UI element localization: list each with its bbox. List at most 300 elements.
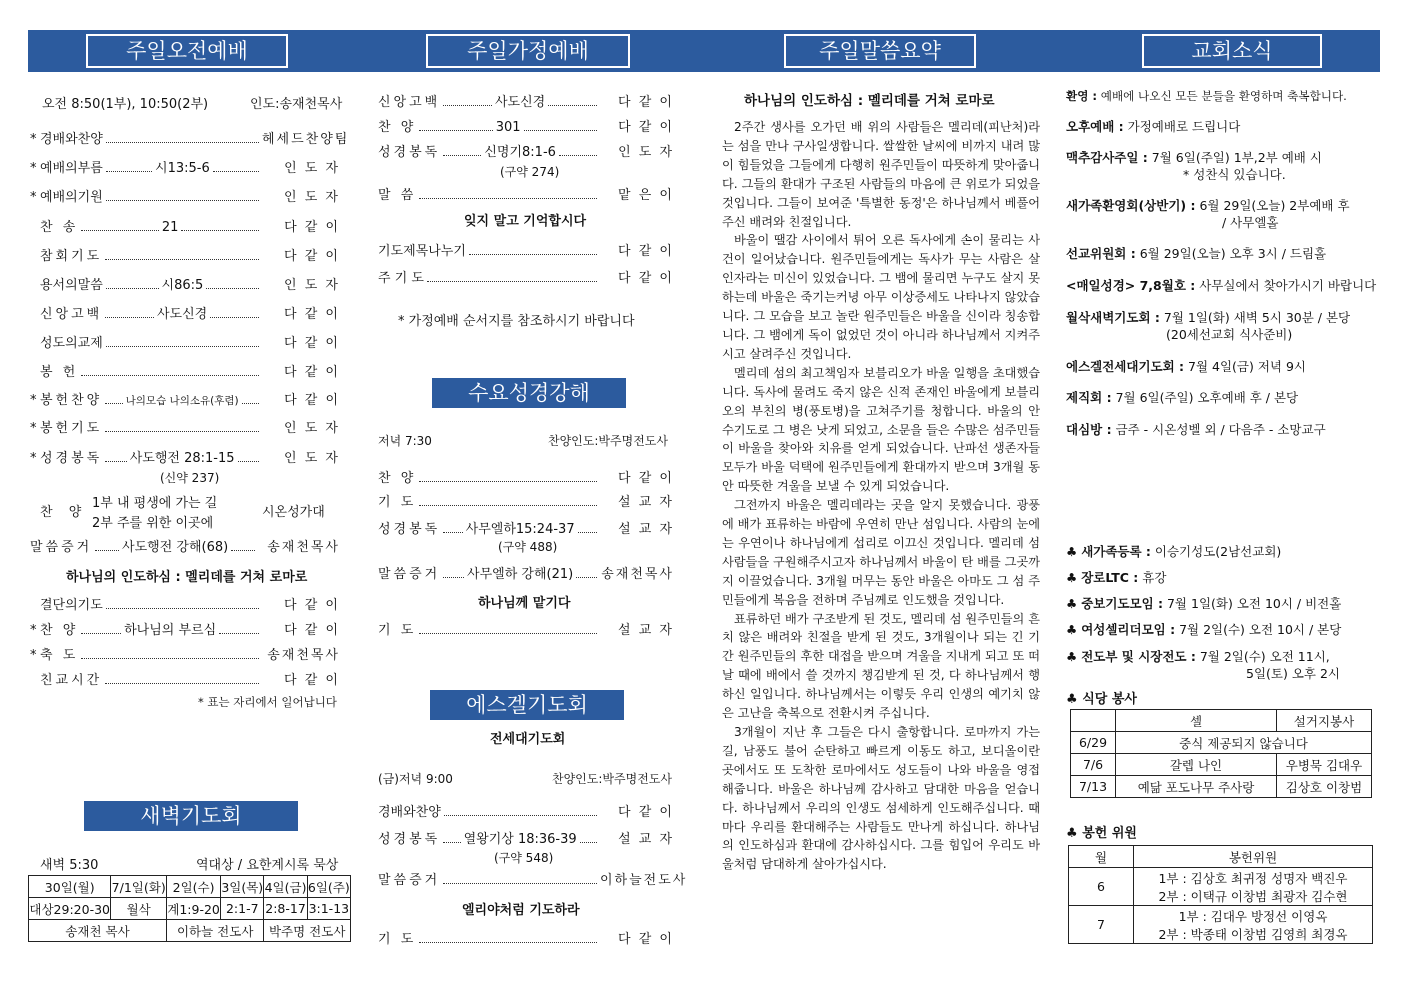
- news-item: [1066, 276, 1376, 294]
- leader-dots: [443, 532, 462, 533]
- morning-time: 오전 8:50(1부), 10:50(2부): [42, 97, 209, 112]
- dawn-passage: 대상29:20-30: [29, 898, 111, 920]
- news-label: 월삭새벽기도회 :: [1066, 310, 1160, 325]
- leader-dots: [206, 288, 259, 289]
- news-text: 금주 - 시온성벨 외 / 다음주 - 소망교구: [1115, 422, 1326, 437]
- meal-cell: 갈렙 나인: [1116, 754, 1277, 776]
- notice-item: [1066, 594, 1341, 612]
- summary-paragraph: 그전까지 바울은 멜리데라는 곳을 알지 못했습니다. 광풍에 배가 표류하는 바람에 우연히 만난 섬입니다. 사람의 눈에는 우연이나 하나님에게 섭리로 이끄신 것입니다. 멜리데 섬 사람들을 구원해주시고자 하나님께서 바울이 탄 배를 그곳까지 이끌었습니다. 3개월 머무는 동안 바울은 아마도 그 섬 주민들에게 복음을 전하며 주님께로 인도했을 것입니다.: [722, 498, 1040, 607]
- order-person: 다 같 이: [618, 120, 675, 135]
- leader-dots: [213, 171, 259, 172]
- dawn-time: 새벽 5:30: [40, 858, 99, 873]
- order-person: 다 같 이: [284, 220, 341, 235]
- notice-text-2: 5일(토) 오후 2시: [1246, 666, 1340, 681]
- order-label: 기 도: [378, 495, 417, 510]
- news-item: [1066, 117, 1240, 135]
- standing-mark: *: [30, 132, 37, 147]
- wednesday-leader: 찬양인도:박주명전도사: [548, 434, 668, 448]
- order-person: 설 교 자: [618, 522, 675, 537]
- order-label: 신앙고백: [378, 95, 441, 110]
- ezekiel-subtitle-2: 엘리야처럼 기도하라: [462, 903, 580, 918]
- news-item: [1066, 357, 1306, 375]
- dawn-passage: 2:1-7: [221, 898, 264, 920]
- meal-cell: 예닮 포도나무 주사랑: [1116, 776, 1277, 798]
- header-church-news: 교회소식: [1142, 34, 1322, 68]
- home-order-row: [378, 240, 674, 259]
- order-label: 성경봉독: [40, 451, 103, 466]
- order-detail: 사도신경: [157, 307, 208, 322]
- order-detail: 사무엘하15:24-37: [465, 522, 575, 537]
- leader-dots: [181, 230, 259, 231]
- offering-title-text: 봉헌 위원: [1082, 826, 1137, 841]
- standing-mark: *: [30, 623, 37, 638]
- order-label: 말씀증거: [30, 540, 93, 555]
- notice-text: 7월 1일(화) 오전 10시 / 비전홀: [1166, 596, 1342, 611]
- meal-service-table: [1070, 709, 1372, 798]
- order-detail: 시13:5-6: [155, 161, 210, 176]
- leader-dots: [106, 346, 259, 347]
- order-person: 다 같 이: [284, 249, 340, 264]
- order-label: 찬 송: [40, 220, 79, 235]
- leader-dots: [559, 155, 597, 156]
- order-person: 송재천목사: [267, 540, 340, 555]
- header-home-worship: 주일가정예배: [426, 34, 630, 68]
- order-person: 다 같 이: [284, 336, 340, 351]
- order-person: 다 같 이: [618, 471, 674, 486]
- order-row: [30, 245, 340, 264]
- leader-dots: [443, 155, 481, 156]
- leader-dots: [444, 815, 597, 816]
- order-label: 결단의기도: [40, 598, 103, 613]
- dawn-day: 3일(목): [221, 876, 264, 898]
- order-person: 송재천목사: [601, 567, 674, 582]
- meal-service-title: [1066, 688, 1137, 707]
- order-label: 예배의부름: [40, 161, 103, 176]
- news-label: 선교위원회 :: [1066, 246, 1136, 261]
- notice-item: [1066, 647, 1330, 665]
- news-text: 7월 1일(화) 새벽 5시 30분 / 본당: [1163, 310, 1351, 325]
- order-detail: 시86:5: [161, 278, 204, 293]
- offering-line: 1부 : 김상호 최귀정 성명자 백진우: [1158, 870, 1348, 886]
- order-label: 기도제목나누기: [378, 244, 466, 259]
- home-order-row: [378, 267, 674, 286]
- notice-label: 새가족등록 :: [1081, 544, 1151, 559]
- leader-dots: [105, 683, 259, 684]
- leader-dots: [95, 550, 119, 551]
- clover-icon: ♣: [1066, 622, 1082, 637]
- standing-mark: *: [30, 161, 37, 176]
- clover-icon: ♣: [1066, 649, 1082, 664]
- order-person: 다 같 이: [284, 393, 341, 408]
- ezekiel-subtitle: 전세대기도회: [490, 732, 566, 747]
- summary-paragraph: 3개월이 지난 후 그들은 다시 출항합니다. 로마까지 가는 길, 남풍도 불어 순탄하고 빠르게 이동도 하고, 보디올이란 곳에서도 또 도착한 로마에서도 성도들이 나와 바울을 영접해줍니다. 바울은 하나님께 감사하고 담대한 마음을 얻습니다. 하나님께서 우리의 인생도 섬세하게 인도해주십니다. 때마다 우리를 환대해주는 사람들도 만나게 하십니다. 하나님의 인도하심과 환대에 감사하십시다. 그를 힘입어 우리도 바울처럼 담대하게 살아가십시다.: [722, 725, 1040, 872]
- standing-mark: *: [30, 451, 37, 466]
- notice-item: [1066, 568, 1166, 586]
- home-order-row: [378, 91, 674, 110]
- leader-dots: [219, 633, 259, 634]
- blank-cell: [1071, 710, 1116, 732]
- home-order-row: [378, 184, 674, 203]
- notice-label: 중보기도모임 :: [1081, 596, 1163, 611]
- order-label: 신앙고백: [40, 307, 103, 322]
- home-order-row: [378, 141, 674, 160]
- wednesday-sermon-row: [378, 563, 674, 582]
- leader-dots: [231, 550, 255, 551]
- order-label: 경배와찬양: [40, 132, 103, 147]
- standing-mark: *: [30, 648, 37, 663]
- meal-header: 셀: [1116, 710, 1277, 732]
- offering-members: [1134, 906, 1373, 944]
- order-label: 성경봉독: [378, 832, 441, 847]
- news-text: 7월 6일(주일) 1부,2부 예배 시: [1151, 150, 1322, 165]
- meal-date: 7/13: [1071, 776, 1116, 798]
- order-label: 축 도: [40, 648, 79, 663]
- order-row: [30, 417, 340, 436]
- news-label: 환영 :: [1066, 89, 1098, 103]
- wednesday-subtitle: 하나님께 맡기다: [478, 596, 571, 611]
- order-detail: 사무엘하 강해(21): [467, 567, 574, 582]
- order-person: 인 도 자: [284, 278, 340, 293]
- dawn-passage: 월삭: [111, 898, 167, 920]
- leader-dots: [443, 105, 492, 106]
- leader-dots: [548, 105, 597, 106]
- news-item: [1066, 148, 1322, 166]
- sermon-row: [30, 536, 340, 555]
- leader-dots: [443, 842, 460, 843]
- summary-body: [722, 118, 1040, 874]
- summary-paragraph: 표류하던 배가 구조받게 된 것도, 멜리데 섬 원주민들의 흔치 않은 배려와 친절을 받게 된 것도, 3개월이나 되는 긴 기간 원주민들의 후한 대접을 받으며 겨울을 지내게 되고 또 떠날 때에 배에서 쓸 것까지 챙김받게 된 것, 다 하나님께서 행하신 일입니다. 하나님께서는 이렇듯 우리 인생의 예기치 않은 고난을 축복으로 전환시켜 주십니다.: [722, 611, 1040, 721]
- offering-header: 봉헌위원: [1134, 846, 1373, 868]
- order-label: 성경봉독: [378, 145, 441, 160]
- clover-icon: ♣: [1066, 544, 1082, 559]
- order-row: [30, 669, 340, 688]
- leader-dots: [469, 254, 597, 255]
- dawn-leader: 이하늘 전도사: [166, 920, 263, 942]
- leader-dots: [238, 461, 259, 462]
- news-item: [1066, 308, 1350, 326]
- wednesday-order-row: [378, 619, 674, 638]
- notice-text: 7월 2일(수) 오전 11시,: [1199, 649, 1330, 664]
- news-text: 가정예배로 드립니다: [1127, 119, 1241, 134]
- notice-label: 전도부 및 시장전도 :: [1081, 649, 1196, 664]
- wednesday-order-row: [378, 491, 674, 510]
- leader-dots: [443, 883, 597, 884]
- news-label: 대심방 :: [1066, 422, 1112, 437]
- offering-header: 월: [1069, 846, 1134, 868]
- order-row: [30, 332, 340, 351]
- standing-mark: *: [30, 190, 37, 205]
- standing-mark: *: [30, 421, 37, 436]
- order-person: 다 같 이: [284, 598, 340, 613]
- order-label: 친교시간: [40, 673, 103, 688]
- news-label: 새가족환영회(상반기) :: [1066, 198, 1196, 213]
- order-row: [30, 216, 340, 235]
- order-label: 기 도: [378, 932, 417, 947]
- dawn-leader: 송재천 목사: [29, 920, 167, 942]
- order-row: [30, 186, 340, 205]
- order-detail: 나의모습 나의소유(후렴): [125, 395, 239, 407]
- order-label: 찬 양: [40, 623, 79, 638]
- order-person: 다 같 이: [618, 271, 674, 286]
- leader-dots: [106, 200, 259, 201]
- order-label: 찬 양: [378, 471, 417, 486]
- order-label: 봉헌기도: [40, 421, 103, 436]
- notice-text: 이승기성도(2남선교회): [1154, 544, 1282, 559]
- leader-dots: [105, 317, 154, 318]
- leader-dots: [105, 403, 122, 404]
- order-person: 헤세드찬양팀: [262, 132, 350, 147]
- order-label: 성도의교제: [40, 336, 103, 351]
- order-person: 다 같 이: [284, 673, 340, 688]
- summary-paragraph: 2주간 생사를 오가던 배 위의 사람들은 멜리데(피난처)라는 섬을 만나 구사일생합니다. 쌀쌀한 날씨에 비까지 내려 많이 힘들었을 그들에게 다행히 원주민들이 따뜻하게 맞아줍니다. 그들의 환대가 구조된 사람들의 마음에 큰 위로가 되었을 것입니다. 그들이 보여준 '특별한 동정'은 하나님께서 베풀어주신 배려와 친절입니다.: [722, 120, 1040, 229]
- order-label: 주 기 도: [378, 271, 424, 286]
- clover-icon: ♣: [1066, 826, 1083, 841]
- wednesday-study-title: 수요성경강해: [432, 378, 626, 408]
- leader-dots: [210, 317, 259, 318]
- order-label: 경배와찬양: [378, 805, 441, 820]
- order-detail: 21: [161, 220, 179, 235]
- news-text: 7월 4일(금) 저녁 9시: [1188, 359, 1306, 374]
- order-label: 참회기도: [40, 249, 103, 264]
- clover-icon: ♣: [1066, 692, 1083, 707]
- order-row: [30, 303, 340, 322]
- leader-dots: [81, 658, 259, 659]
- order-label: 말씀증거: [378, 873, 441, 888]
- news-label: 제직회 :: [1066, 390, 1112, 405]
- notice-text: 휴강: [1142, 570, 1167, 585]
- order-row: [30, 361, 340, 380]
- leader-dots: [105, 431, 259, 432]
- news-label: 에스겔전세대기도회 :: [1066, 359, 1185, 374]
- dawn-day: 4일(금): [264, 876, 307, 898]
- ezekiel-order-row: [378, 828, 674, 847]
- order-detail: 사도신경: [495, 95, 546, 110]
- home-page: (구약 274): [500, 165, 560, 179]
- news-text: 6월 29일(오늘) 오후 3시 / 드림홀: [1139, 246, 1327, 261]
- leader-dots: [578, 532, 597, 533]
- order-detail: 하나님의 부르심: [124, 623, 217, 638]
- choir-line-1: 1부 내 평생에 가는 길: [92, 496, 218, 511]
- leader-dots: [81, 633, 121, 634]
- order-person: 다 같 이: [618, 95, 674, 110]
- leader-dots: [105, 461, 126, 462]
- leader-dots: [427, 281, 597, 282]
- order-person: 맡 은 이: [618, 188, 674, 203]
- order-person: 설 교 자: [618, 623, 674, 638]
- news-text-2: * 성찬식 있습니다.: [1183, 167, 1286, 182]
- leader-dots: [105, 259, 259, 260]
- leader-dots: [81, 375, 259, 376]
- order-row: [30, 619, 340, 638]
- news-item: [1066, 88, 1347, 104]
- offering-title: [1066, 822, 1137, 841]
- order-person: 다 같 이: [618, 244, 674, 259]
- order-label: 봉 헌: [40, 365, 79, 380]
- order-person: 이하늘전도사: [600, 873, 688, 888]
- notice-label: 장로LTC :: [1081, 570, 1139, 585]
- choir-name: 시온성가대: [262, 505, 325, 520]
- order-person: 다 같 이: [284, 623, 341, 638]
- news-label: <매일성경> 7,8월호 :: [1066, 278, 1196, 293]
- clover-icon: ♣: [1066, 570, 1082, 585]
- clover-icon: ♣: [1066, 596, 1082, 611]
- order-row: [30, 274, 340, 293]
- dawn-day: 6일(주): [307, 876, 350, 898]
- notice-text: 7월 2일(수) 오전 10시 / 본당: [1179, 622, 1342, 637]
- leader-dots: [419, 942, 597, 943]
- notice-label: 여성셀리더모임 :: [1081, 622, 1176, 637]
- summary-paragraph: 멜리데 섬의 최고책임자 보블리오가 바울 일행을 초대했습니다. 독사에 물려도 죽지 않은 신적 존재인 바울에게 보블리오의 부친의 병(풍토병)을 고쳐주기를 청합니다. 바울의 안수기도로 그 병은 낫게 되었고, 소문을 들은 수많은 섬주민들이 바울을 찾아와 치유를 얻게 되었습니다. 난파선 생존자들 모두가 바울 덕택에 원주민들에게 환대까지 받으며 3개월 동안 따뜻한 겨울을 보낼 수 있게 되었습니다.: [722, 365, 1040, 494]
- dawn-day: 30일(월): [29, 876, 111, 898]
- order-label: 봉헌찬양: [40, 393, 103, 408]
- order-person: 인 도 자: [284, 451, 340, 466]
- leader-dots: [106, 171, 152, 172]
- order-row: [30, 447, 340, 466]
- dawn-prayer-title: 새벽기도회: [84, 801, 298, 831]
- dawn-day: 2일(수): [166, 876, 220, 898]
- wednesday-page: (구약 488): [498, 540, 558, 554]
- offering-line: 2부 : 박종태 이창범 김영희 최경옥: [1158, 926, 1348, 942]
- order-detail: 301: [495, 120, 521, 135]
- order-detail: 사도행전 28:1-15: [129, 451, 235, 466]
- dawn-passage: 계1:9-20: [166, 898, 220, 920]
- choir-line-2: 2부 주를 위한 이곳에: [92, 516, 214, 531]
- notice-item: [1066, 620, 1341, 638]
- meal-wash: 김상호 이창범: [1277, 776, 1372, 798]
- reading-page: (신약 237): [160, 471, 220, 485]
- order-label: 예배의기원: [40, 190, 103, 205]
- order-row: [30, 389, 340, 408]
- news-item: [1066, 420, 1326, 438]
- header-morning-worship: 주일오전예배: [86, 34, 288, 68]
- leader-dots: [419, 130, 492, 131]
- news-text-2: (20세선교회 식사준비): [1166, 327, 1293, 342]
- dawn-day: 7/1일(화): [111, 876, 167, 898]
- order-person: 인 도 자: [618, 145, 675, 160]
- order-row: [30, 128, 350, 147]
- news-label: 맥추감사주일 :: [1066, 150, 1148, 165]
- offering-members: [1134, 868, 1373, 906]
- news-text-2: / 사무엘홀: [1222, 215, 1279, 230]
- home-subtitle: 잊지 말고 기억합시다: [464, 214, 587, 229]
- leader-dots: [419, 481, 597, 482]
- order-person: 다 같 이: [284, 307, 340, 322]
- meal-date: 7/6: [1071, 754, 1116, 776]
- dawn-schedule-table: [28, 875, 351, 942]
- order-person: 다 같 이: [618, 805, 674, 820]
- news-text: 사무실에서 찾아가시기 바랍니다: [1199, 278, 1377, 293]
- ezekiel-prayer-title: 에스겔기도회: [430, 690, 624, 720]
- leader-dots: [106, 142, 259, 143]
- order-detail: 사도행전 강해(68): [122, 540, 229, 555]
- dawn-leader: 박주명 전도사: [264, 920, 351, 942]
- order-person: 설 교 자: [618, 495, 674, 510]
- home-note: * 가정예배 순서지를 참조하시기 바랍니다: [398, 314, 635, 329]
- ezekiel-sermon-row: [378, 869, 688, 888]
- ezekiel-time: (금)저녁 9:00: [378, 772, 453, 786]
- news-item: [1066, 244, 1326, 262]
- offering-month: 6: [1069, 868, 1134, 906]
- choir-label: 찬 양: [40, 505, 88, 520]
- order-person: 인 도 자: [284, 161, 341, 176]
- dawn-book: 역대상 / 요한계시록 묵상: [196, 858, 339, 873]
- ezekiel-order-row: [378, 801, 674, 820]
- order-person: 송재천목사: [267, 648, 340, 663]
- home-order-row: [378, 116, 674, 135]
- order-person: 다 같 이: [618, 932, 674, 947]
- order-row: [30, 594, 340, 613]
- order-label: 말 씀: [378, 188, 417, 203]
- ezekiel-page: (구약 548): [494, 851, 554, 865]
- offering-line: 1부 : 김대우 방정선 이영옥: [1178, 908, 1328, 924]
- summary-title: 하나님의 인도하심 : 멜리데를 거쳐 로마로: [744, 93, 995, 109]
- order-label: 기 도: [378, 623, 417, 638]
- leader-dots: [524, 130, 597, 131]
- leader-dots: [419, 633, 597, 634]
- order-row: [30, 644, 340, 663]
- leader-dots: [81, 230, 159, 231]
- leader-dots: [106, 288, 159, 289]
- leader-dots: [419, 198, 597, 199]
- meal-wash: 우병묵 김대우: [1277, 754, 1372, 776]
- order-row: [30, 157, 340, 176]
- wednesday-order-row: [378, 518, 674, 537]
- ezekiel-order-row: [378, 928, 674, 947]
- order-label: 성경봉독: [378, 522, 441, 537]
- wednesday-order-row: [378, 467, 674, 486]
- header-sermon-summary: 주일말씀요약: [784, 34, 976, 68]
- leader-dots: [106, 608, 259, 609]
- order-person: 다 같 이: [284, 365, 340, 380]
- leader-dots: [576, 577, 597, 578]
- news-label: 오후예배 :: [1066, 119, 1124, 134]
- news-item: [1066, 388, 1298, 406]
- order-label: 용서의말씀: [40, 278, 103, 293]
- order-person: 인 도 자: [284, 190, 340, 205]
- meal-date: 6/29: [1071, 732, 1116, 754]
- offering-table: [1068, 845, 1373, 944]
- leader-dots: [419, 505, 597, 506]
- summary-paragraph: 바울이 땔감 사이에서 튀어 오른 독사에게 손이 물리는 사건이 일어났습니다. 원주민들에게는 독사가 무는 사람은 살인자라는 미신이 있었습니다. 그 뱀에 물리면 누구도 살지 못하는데 바울은 죽기는커녕 아무 이상증세도 나타나지 않았습니다. 그 모습을 보고 놀란 원주민들은 바울을 신이라 칭송합니다. 그 뱀에게 독이 없었던 것이 아니라 하나님께서 지켜주시고 살려주신 것입니다.: [722, 233, 1040, 361]
- leader-dots: [242, 403, 259, 404]
- order-detail: 신명기8:1-6: [484, 145, 556, 160]
- meal-header: 설거지봉사: [1277, 710, 1372, 732]
- dawn-passage: 2:8-17: [264, 898, 307, 920]
- standing-mark: *: [30, 393, 37, 408]
- order-label: 말씀증거: [378, 567, 441, 582]
- offering-month: 7: [1069, 906, 1134, 944]
- meal-cell: 중식 제공되지 않습니다: [1116, 732, 1372, 754]
- order-label: 찬 양: [378, 120, 417, 135]
- order-detail: 열왕기상 18:36-39: [463, 832, 577, 847]
- news-text: 6월 29일(오늘) 2부예배 후: [1199, 198, 1350, 213]
- wednesday-time: 저녁 7:30: [378, 434, 432, 448]
- notice-item: [1066, 542, 1281, 560]
- news-text: 7월 6일(주일) 오후예배 후 / 본당: [1115, 390, 1299, 405]
- standing-note: * 표는 자리에서 일어납니다: [198, 695, 337, 709]
- order-person: 인 도 자: [284, 421, 340, 436]
- news-text: 예배에 나오신 모든 분들을 환영하며 축복합니다.: [1100, 89, 1347, 103]
- morning-leader: 인도:송재천목사: [250, 97, 343, 112]
- meal-title-text: 식당 봉사: [1082, 692, 1137, 707]
- order-person: 설 교 자: [618, 832, 675, 847]
- morning-sermon-title: 하나님의 인도하심 : 멜리데를 거쳐 로마로: [66, 570, 308, 585]
- dawn-passage: 3:1-13: [307, 898, 350, 920]
- offering-line: 2부 : 이택규 이창범 최광자 김수현: [1158, 888, 1348, 904]
- ezekiel-leader: 찬양인도:박주명전도사: [552, 772, 672, 786]
- leader-dots: [580, 842, 597, 843]
- leader-dots: [443, 577, 464, 578]
